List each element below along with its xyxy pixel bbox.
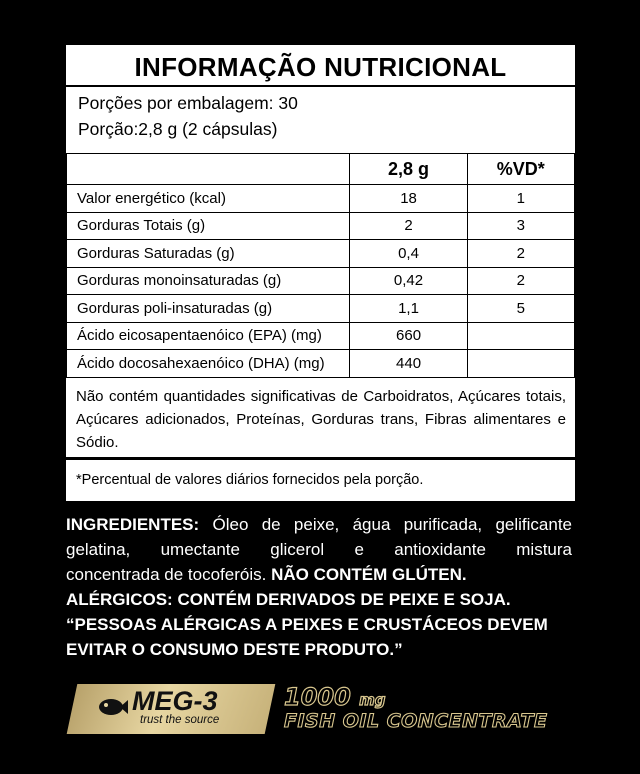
ingredients-label: INGREDIENTES: xyxy=(66,515,200,534)
allergy-warning-1: “PESSOAS ALÉRGICAS A PEIXES E CRUSTÁCEOS DEVEM xyxy=(66,615,548,634)
table-header-row xyxy=(67,154,575,185)
amount-unit: mg xyxy=(359,691,386,709)
table-row xyxy=(67,350,575,378)
row-amount: 2 xyxy=(350,212,467,240)
header-dv: %VD* xyxy=(467,154,574,185)
row-dv: 2 xyxy=(467,267,574,295)
ingredients-line-3 xyxy=(66,562,572,587)
serving-size: Porção:2,8 g (2 cápsulas) xyxy=(78,119,278,139)
row-label: Gorduras Totais (g) xyxy=(67,212,350,240)
row-amount: 0,42 xyxy=(350,267,467,295)
nutrition-panel xyxy=(65,44,576,502)
gluten-statement: NÃO CONTÉM GLÚTEN. xyxy=(271,565,467,584)
amount-value: 1000 xyxy=(284,683,351,711)
row-amount: 1,1 xyxy=(350,295,467,323)
ingredients-text-3: concentrada de tocoferóis. xyxy=(66,565,267,584)
ingredients-block xyxy=(66,512,572,662)
row-label: Gorduras poli-insaturadas (g) xyxy=(67,295,350,323)
row-dv: 5 xyxy=(467,295,574,323)
row-label: Ácido eicosapentaenóico (EPA) (mg) xyxy=(67,322,350,350)
row-label: Ácido docosahexaenóico (DHA) (mg) xyxy=(67,350,350,378)
nutrition-table xyxy=(66,153,575,378)
oil-amount xyxy=(284,683,386,711)
nutrition-title: INFORMAÇÃO NUTRICIONAL xyxy=(66,45,575,87)
ingredients-text-1: Óleo de peixe, água purificada, gelificante xyxy=(212,515,572,534)
row-dv xyxy=(467,322,574,350)
table-row xyxy=(67,267,575,295)
row-amount: 18 xyxy=(350,185,467,213)
ingredients-line-1 xyxy=(66,512,572,537)
table-row xyxy=(67,295,575,323)
row-label: Gorduras Saturadas (g) xyxy=(67,240,350,268)
table-row xyxy=(67,185,575,213)
ingredients-line-2: gelatina, umectante glicerol e antioxidante mistura xyxy=(66,540,572,559)
row-dv xyxy=(467,350,574,378)
row-amount: 0,4 xyxy=(350,240,467,268)
footnote: *Percentual de valores diários fornecidos pela porção. xyxy=(76,472,424,488)
table-row xyxy=(67,212,575,240)
table-row xyxy=(67,240,575,268)
allergens-statement: ALÉRGICOS: CONTÉM DERIVADOS DE PEIXE E SOJA. xyxy=(66,590,511,609)
row-amount: 440 xyxy=(350,350,467,378)
header-blank xyxy=(67,154,350,185)
row-dv: 3 xyxy=(467,212,574,240)
meg3-logo xyxy=(67,684,276,734)
servings-per-package: Porções por embalagem: 30 xyxy=(78,93,298,113)
row-amount: 660 xyxy=(350,322,467,350)
fish-oil-concentrate: FISH OIL CONCENTRATE xyxy=(284,710,548,732)
table-row xyxy=(67,322,575,350)
allergy-warning-2: EVITAR O CONSUMO DESTE PRODUTO.” xyxy=(66,640,403,659)
row-dv: 1 xyxy=(467,185,574,213)
not-significant-note: Não contém quantidades significativas de Carboidratos, Açúcares totais, Açúcares adicionados, Proteínas, Gorduras trans, Fibras alimentares e Sódio. xyxy=(76,388,566,451)
row-dv: 2 xyxy=(467,240,574,268)
row-label: Gorduras monoinsaturadas (g) xyxy=(67,267,350,295)
row-label: Valor energético (kcal) xyxy=(67,185,350,213)
logo-tagline: trust the source xyxy=(140,714,220,726)
fish-icon xyxy=(98,697,128,717)
header-portion: 2,8 g xyxy=(350,154,467,185)
divider xyxy=(66,457,575,460)
logo-name: MEG-3 xyxy=(132,686,218,716)
